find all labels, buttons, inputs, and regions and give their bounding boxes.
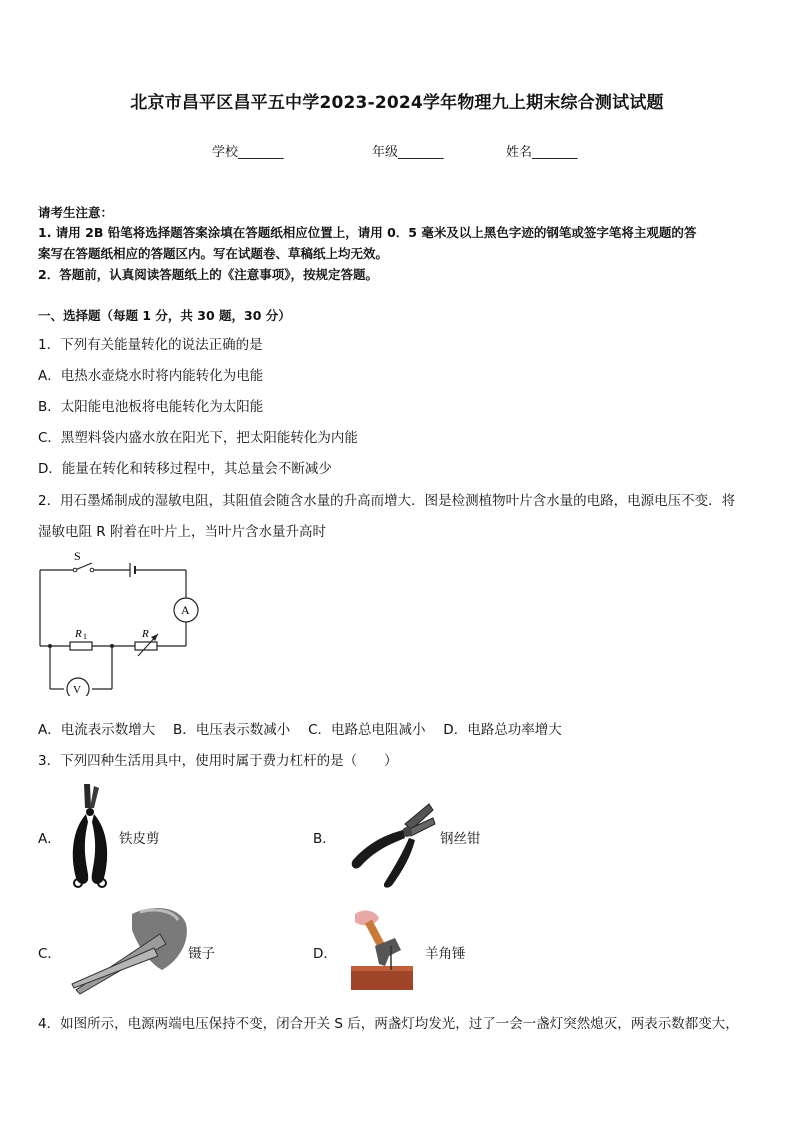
school-field: 学校_______ bbox=[212, 145, 284, 160]
pliers-icon bbox=[345, 800, 437, 888]
notice-line-1b: 案写在答题纸相应的答题区内。写在试题卷、草稿纸上均无效。 bbox=[38, 246, 389, 261]
resistor-r1 bbox=[70, 642, 92, 650]
r1-subscript: 1 bbox=[83, 632, 87, 641]
question-1-option-a: A．电热水壶烧水时将内能转化为电能 bbox=[38, 368, 264, 384]
notice-heading: 请考生注意： bbox=[38, 205, 114, 220]
r-label: R bbox=[142, 628, 149, 640]
question-2-options: A．电流表示数增大 B．电压表示数减小 C．电路总电阻减小 D．电路总功率增大 bbox=[38, 722, 562, 738]
tweezers-icon bbox=[62, 900, 190, 996]
question-3-option-a-letter: A． bbox=[38, 831, 61, 847]
notice-line-1a: 1. 请用 2B 铅笔将选择题答案涂填在答题纸相应位置上，请用 0．5 毫米及以上黑色字迹的钢笔或签字笔将主观题的答 bbox=[38, 225, 697, 240]
question-2-stem-line-2: 湿敏电阻 R 附着在叶片上，当叶片含水量升高时 bbox=[38, 524, 326, 540]
circuit-diagram bbox=[30, 546, 210, 696]
question-3-option-d-label: 羊角锤 bbox=[425, 946, 466, 962]
grade-field: 年级_______ bbox=[372, 145, 444, 160]
switch-pivot bbox=[73, 568, 77, 572]
question-3-option-b-label: 钢丝钳 bbox=[440, 831, 481, 847]
claw-hammer-icon bbox=[345, 906, 417, 992]
voltmeter-label: V bbox=[73, 684, 81, 696]
resistor-r bbox=[135, 642, 157, 650]
switch-label: S bbox=[74, 549, 81, 563]
junction-left bbox=[48, 644, 52, 648]
question-3-option-b-letter: B． bbox=[313, 831, 336, 847]
question-2-stem-line-1: 2．用石墨烯制成的湿敏电阻，其阻值会随含水量的升高而增大．图是检测植物叶片含水量的电路，电源电压不变．将 bbox=[38, 493, 736, 509]
question-3-option-c-letter: C． bbox=[38, 946, 61, 962]
switch-blade bbox=[75, 563, 92, 570]
r1-label: R bbox=[75, 628, 82, 640]
question-3-option-d-letter: D． bbox=[313, 946, 337, 962]
switch-contact bbox=[90, 568, 94, 572]
question-1-stem: 1．下列有关能量转化的说法正确的是 bbox=[38, 337, 263, 353]
notice-line-2: 2．答题前，认真阅读答题纸上的《注意事项》，按规定答题。 bbox=[38, 267, 378, 282]
question-3-stem: 3．下列四种生活用具中，使用时属于费力杠杆的是（ ） bbox=[38, 753, 398, 769]
question-4-stem: 4．如图所示，电源两端电压保持不变，闭合开关 S 后，两盏灯均发光，过了一会一盏灯突然熄灭，两表示数都变大， bbox=[38, 1016, 739, 1032]
name-field: 姓名_______ bbox=[506, 145, 578, 160]
tin-snips-icon bbox=[66, 782, 114, 890]
question-1-option-b: B．太阳能电池板将电能转化为太阳能 bbox=[38, 399, 264, 415]
ammeter-label: A bbox=[181, 603, 190, 617]
page-title: 北京市昌平区昌平五中学2023-2024学年物理九上期末综合测试试题 bbox=[130, 93, 664, 113]
question-3-option-c-label: 镊子 bbox=[188, 946, 215, 962]
question-1-option-d: D．能量在转化和转移过程中，其总量会不断减少 bbox=[38, 461, 332, 477]
section-heading: 一、选择题（每题 1 分，共 30 题，30 分） bbox=[38, 308, 291, 323]
question-1-option-c: C．黑塑料袋内盛水放在阳光下，把太阳能转化为内能 bbox=[38, 430, 358, 446]
question-3-option-a-label: 铁皮剪 bbox=[119, 831, 160, 847]
junction-right bbox=[110, 644, 114, 648]
